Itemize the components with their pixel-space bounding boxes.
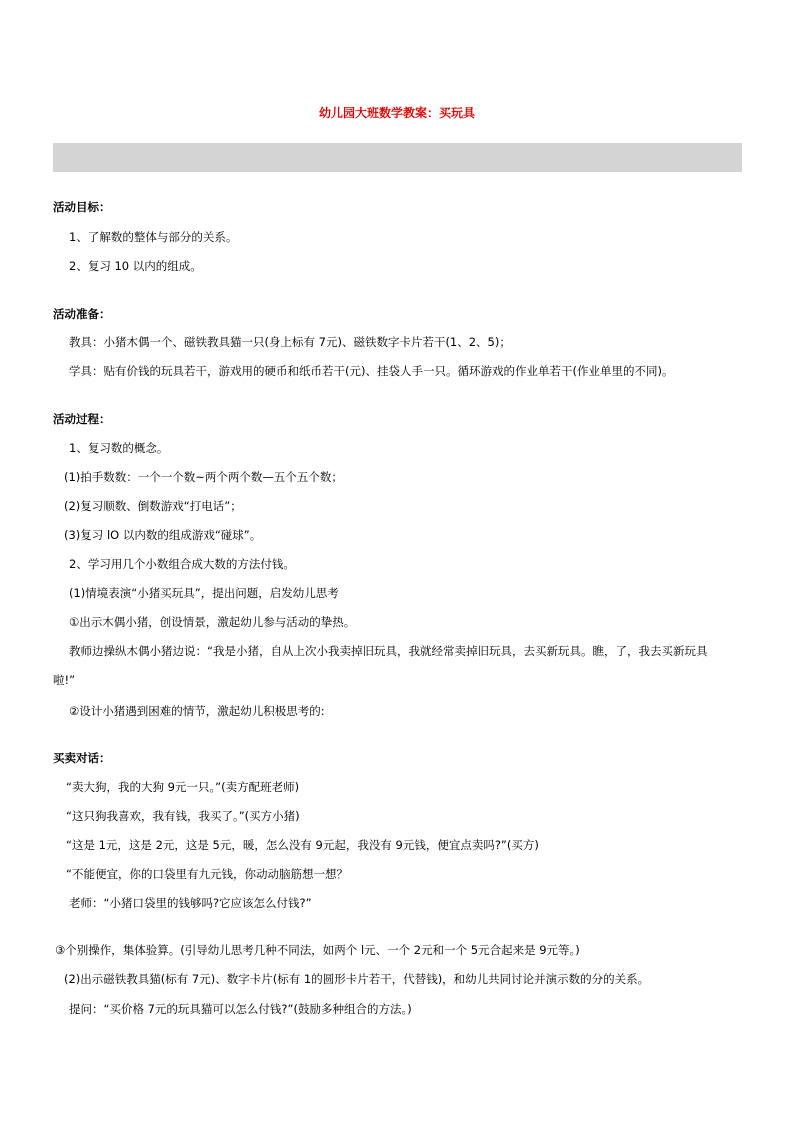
prep-heading: 活动准备： bbox=[53, 307, 111, 321]
page-title: 幼儿园大班数学教案：买玩具 bbox=[318, 106, 475, 120]
dialog-item: ③个别操作，集体验算。(引导幼儿思考几种不同法，如两个 l元、一个 2元和一个 5元合起来是 9元等。) bbox=[55, 943, 580, 957]
process-item: (2)复习顺数、倒数游戏“打电话”； bbox=[64, 499, 242, 513]
dialog-heading: 买卖对话： bbox=[53, 751, 111, 765]
dialog-item: “卖大狗，我的大狗 9元一只。”(卖方配班老师) bbox=[66, 780, 300, 794]
process-item: 2、学习用几个小数组合成大数的方法付钱。 bbox=[69, 557, 295, 571]
goals-item: 1、了解数的整体与部分的关系。 bbox=[69, 230, 238, 244]
process-item: (3)复习 lO 以内数的组成游戏“碰球”。 bbox=[64, 528, 262, 542]
process-item: (1)情境表演“小猪买玩具”，提出问题，启发幼儿思考 bbox=[69, 586, 339, 600]
process-item: 啦!” bbox=[53, 673, 76, 687]
process-item: 教师边操纵木偶小猪边说：“我是小猪，自从上次小我卖掉旧玩具，我就经常卖掉旧玩具，去买新玩具。瞧，了，我去买新玩具 bbox=[69, 644, 708, 658]
header-bar bbox=[53, 143, 742, 172]
goals-heading: 活动目标： bbox=[53, 200, 111, 214]
prep-item: 学具：贴有价钱的玩具若干，游戏用的硬币和纸币若干(元)、挂袋人手一只。循环游戏的作业单若干(作业单里的不同)。 bbox=[69, 364, 674, 378]
process-item: (1)拍手数数：一个一个数~两个两个数—五个五个数； bbox=[64, 470, 343, 484]
dialog-item: (2)出示磁铁教具猫(标有 7元)、数字卡片(标有 1的圆形卡片若干，代替钱)，和幼儿共同讨论并演示数的分的关系。 bbox=[64, 972, 650, 986]
process-item: ①出示木偶小猪，创设情景，激起幼儿参与活动的挚热。 bbox=[69, 615, 356, 629]
process-item: 1、复习数的概念。 bbox=[69, 441, 169, 455]
prep-item: 教具：小猪木偶一个、磁铁教具猫一只(身上标有 7元)、磁铁数字卡片若干(1、2、5)； bbox=[69, 335, 511, 349]
goals-item: 2、复习 10 以内的组成。 bbox=[69, 259, 202, 273]
dialog-item: 提问：“买价格 7元的玩具猫可以怎么付钱?”(鼓励多种组合的方法。) bbox=[69, 1002, 412, 1016]
dialog-item: “这只狗我喜欢，我有钱，我买了。”(买方小猪) bbox=[66, 809, 300, 823]
process-heading: 活动过程： bbox=[53, 412, 111, 426]
dialog-item: “不能便宜，你的口袋里有九元钱，你动动脑筋想一想？ bbox=[66, 867, 348, 881]
dialog-item: “这是 1元，这是 2元，这是 5元，暖，怎么没有 9元起，我没有 9元钱，便宜点卖吗?”(买方) bbox=[66, 838, 539, 852]
process-item: ②设计小猪遇到困难的情节，激起幼儿积极思考的: bbox=[69, 704, 325, 718]
dialog-item: 老师：“小猪口袋里的钱够吗?它应该怎么付钱?” bbox=[69, 896, 312, 910]
